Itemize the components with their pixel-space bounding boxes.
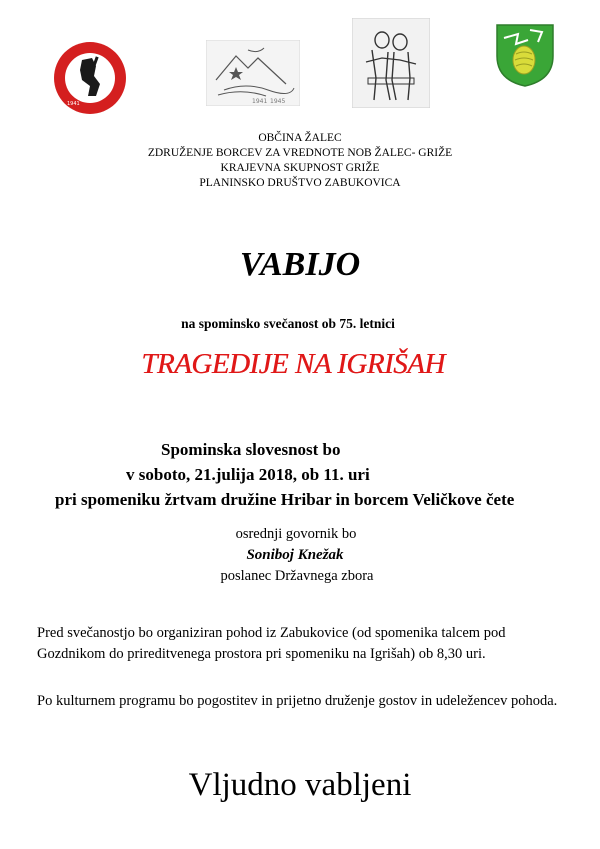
monument-figures-logo [352,18,430,108]
organizers-block [0,131,600,191]
page-title: VABIJO [239,246,361,283]
organizer-line: OBČINA ŽALEC [258,132,342,144]
hike-paragraph: Pred svečanostjo bo organiziran pohod iz Zabukovice (od spomenika talcem pod Gozdnikom do prireditvenega prostora pri spomeniku na Igrišah) ob 8,30 uri. [37,625,506,662]
speaker-intro: osrednji govornik bo [235,526,357,542]
closing-text: Vljudno vabljeni [188,767,412,803]
hop-coat-of-arms-logo [494,22,556,88]
event-line-3: pri spomeniku žrtvam družine Hribar in borcem Veličkove čete [55,490,515,509]
event-name: TRAGEDIJE NA IGRIŠAH [141,348,445,380]
partisan-figure-logo [52,40,128,116]
speaker-role: poslanec Državnega zbora [220,568,374,584]
event-line-2: v soboto, 21.julija 2018, ob 11. uri [126,465,370,484]
program-paragraph: Po kulturnem programu bo pogostitev in prijetno druženje gostov in udeležencev pohoda. [37,693,558,709]
organizer-line: KRAJEVNA SKUPNOST GRIŽE [220,162,380,174]
svg-text:1941: 1941 [67,101,80,107]
organizer-line: PLANINSKO DRUŠTVO ZABUKOVICA [199,177,401,189]
svg-text:1945: 1945 [270,98,286,105]
event-line-1: Spominska slovesnost bo [161,440,341,459]
mountain-star-logo [206,40,300,106]
svg-text:1941: 1941 [252,98,268,105]
organizer-line: ZDRUŽENJE BORCEV ZA VREDNOTE NOB ŽALEC- GRIŽE [147,147,453,159]
subtitle: na spominsko svečanost ob 75. letnici [181,316,395,331]
speaker-name: Soniboj Knežak [246,547,344,563]
